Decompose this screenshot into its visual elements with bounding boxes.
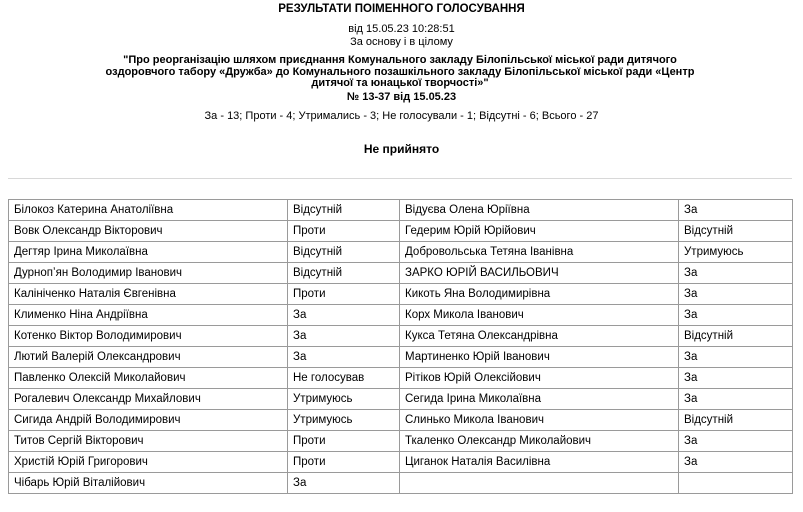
table-row [9, 200, 793, 221]
deputy-name-cell: Лютий Валерій Олександрович [9, 347, 288, 368]
deputy-name-cell: Слинько Микола Іванович [400, 410, 679, 431]
table-row [9, 221, 793, 242]
vote-cell: Відсутній [679, 326, 793, 347]
vote-cell: Проти [288, 284, 400, 305]
vote-cell: Проти [288, 452, 400, 473]
vote-cell: Відсутній [288, 263, 400, 284]
deputy-name-cell: Відуєва Олена Юріївна [400, 200, 679, 221]
vote-cell: За [679, 200, 793, 221]
deputy-name-cell: Кукса Тетяна Олександрівна [400, 326, 679, 347]
page-title: РЕЗУЛЬТАТИ ПОІМЕННОГО ГОЛОСУВАННЯ [278, 3, 525, 15]
vote-cell: За [679, 452, 793, 473]
deputy-name-cell: Білокоз Катерина Анатоліївна [9, 200, 288, 221]
vote-summary: За - 13; Проти - 4; Утримались - 3; Не голосували - 1; Відсутні - 6; Всього - 27 [204, 110, 599, 122]
deputy-name-cell: ЗАРКО ЮРІЙ ВАСИЛЬОВИЧ [400, 263, 679, 284]
table-row [9, 326, 793, 347]
deputy-name-cell: Вовк Олександр Вікторович [9, 221, 288, 242]
deputy-name-cell: Гедерим Юрій Юрійович [400, 221, 679, 242]
vote-cell: Проти [288, 431, 400, 452]
table-row [9, 452, 793, 473]
vote-result: Не прийнято [363, 142, 440, 156]
table-row [9, 473, 793, 494]
deputy-name-cell: Мартиненко Юрій Іванович [400, 347, 679, 368]
table-row [9, 284, 793, 305]
vote-cell: За [679, 263, 793, 284]
votes-table [8, 199, 793, 494]
deputy-name-cell: Клименко Ніна Андріївна [9, 305, 288, 326]
deputy-name-cell: Христій Юрій Григорович [9, 452, 288, 473]
deputy-name-cell: Кикоть Яна Володимирівна [400, 284, 679, 305]
decision-number: № 13-37 від 15.05.23 [346, 91, 457, 103]
table-row [9, 389, 793, 410]
deputy-name-cell: Циганок Наталія Василівна [400, 452, 679, 473]
deputy-name-cell: Сигида Андрій Володимирович [9, 410, 288, 431]
divider [8, 178, 792, 179]
vote-cell: За [679, 389, 793, 410]
motion-title: "Про реорганізацію шляхом приєднання Комунального закладу Білопільської міської ради дитячого оздоровчого табору «Дружба» до Комунального позашкільного закладу Білопільської міської ради «Центр дитячої та юнацької творчості»" [105, 54, 695, 89]
vote-cell: Відсутній [679, 410, 793, 431]
table-row [9, 410, 793, 431]
vote-cell: За [679, 368, 793, 389]
vote-cell: За [288, 347, 400, 368]
deputy-name-cell [400, 473, 679, 494]
vote-cell: Утримуюсь [288, 410, 400, 431]
deputy-name-cell: Корх Микола Іванович [400, 305, 679, 326]
deputy-name-cell: Павленко Олексій Миколайович [9, 368, 288, 389]
vote-cell: За [679, 305, 793, 326]
vote-cell: Не голосував [288, 368, 400, 389]
vote-cell: Відсутній [679, 221, 793, 242]
deputy-name-cell: Рітіков Юрій Олексійович [400, 368, 679, 389]
vote-basis: За основу і в цілому [350, 36, 453, 48]
table-row [9, 263, 793, 284]
deputy-name-cell: Рогалевич Олександр Михайлович [9, 389, 288, 410]
deputy-name-cell: Калініченко Наталія Євгенівна [9, 284, 288, 305]
deputy-name-cell: Добровольська Тетяна Іванівна [400, 242, 679, 263]
deputy-name-cell: Котенко Віктор Володимирович [9, 326, 288, 347]
table-row [9, 368, 793, 389]
table-row [9, 347, 793, 368]
vote-cell: За [679, 347, 793, 368]
table-row [9, 431, 793, 452]
deputy-name-cell: Сегида Ірина Миколаївна [400, 389, 679, 410]
vote-cell: Відсутній [288, 242, 400, 263]
vote-cell: Відсутній [288, 200, 400, 221]
vote-cell: За [679, 284, 793, 305]
table-row [9, 305, 793, 326]
vote-cell: Утримуюсь [679, 242, 793, 263]
vote-cell: За [288, 305, 400, 326]
deputy-name-cell: Дегтяр Ірина Миколаївна [9, 242, 288, 263]
vote-cell: За [288, 473, 400, 494]
vote-cell: За [288, 326, 400, 347]
table-row [9, 242, 793, 263]
vote-datetime: від 15.05.23 10:28:51 [348, 23, 455, 35]
deputy-name-cell: Дурнопʼян Володимир Іванович [9, 263, 288, 284]
vote-cell [679, 473, 793, 494]
vote-cell: За [679, 431, 793, 452]
vote-cell: Проти [288, 221, 400, 242]
vote-cell: Утримуюсь [288, 389, 400, 410]
deputy-name-cell: Чібарь Юрій Віталійович [9, 473, 288, 494]
deputy-name-cell: Ткаленко Олександр Миколайович [400, 431, 679, 452]
deputy-name-cell: Титов Сергій Вікторович [9, 431, 288, 452]
